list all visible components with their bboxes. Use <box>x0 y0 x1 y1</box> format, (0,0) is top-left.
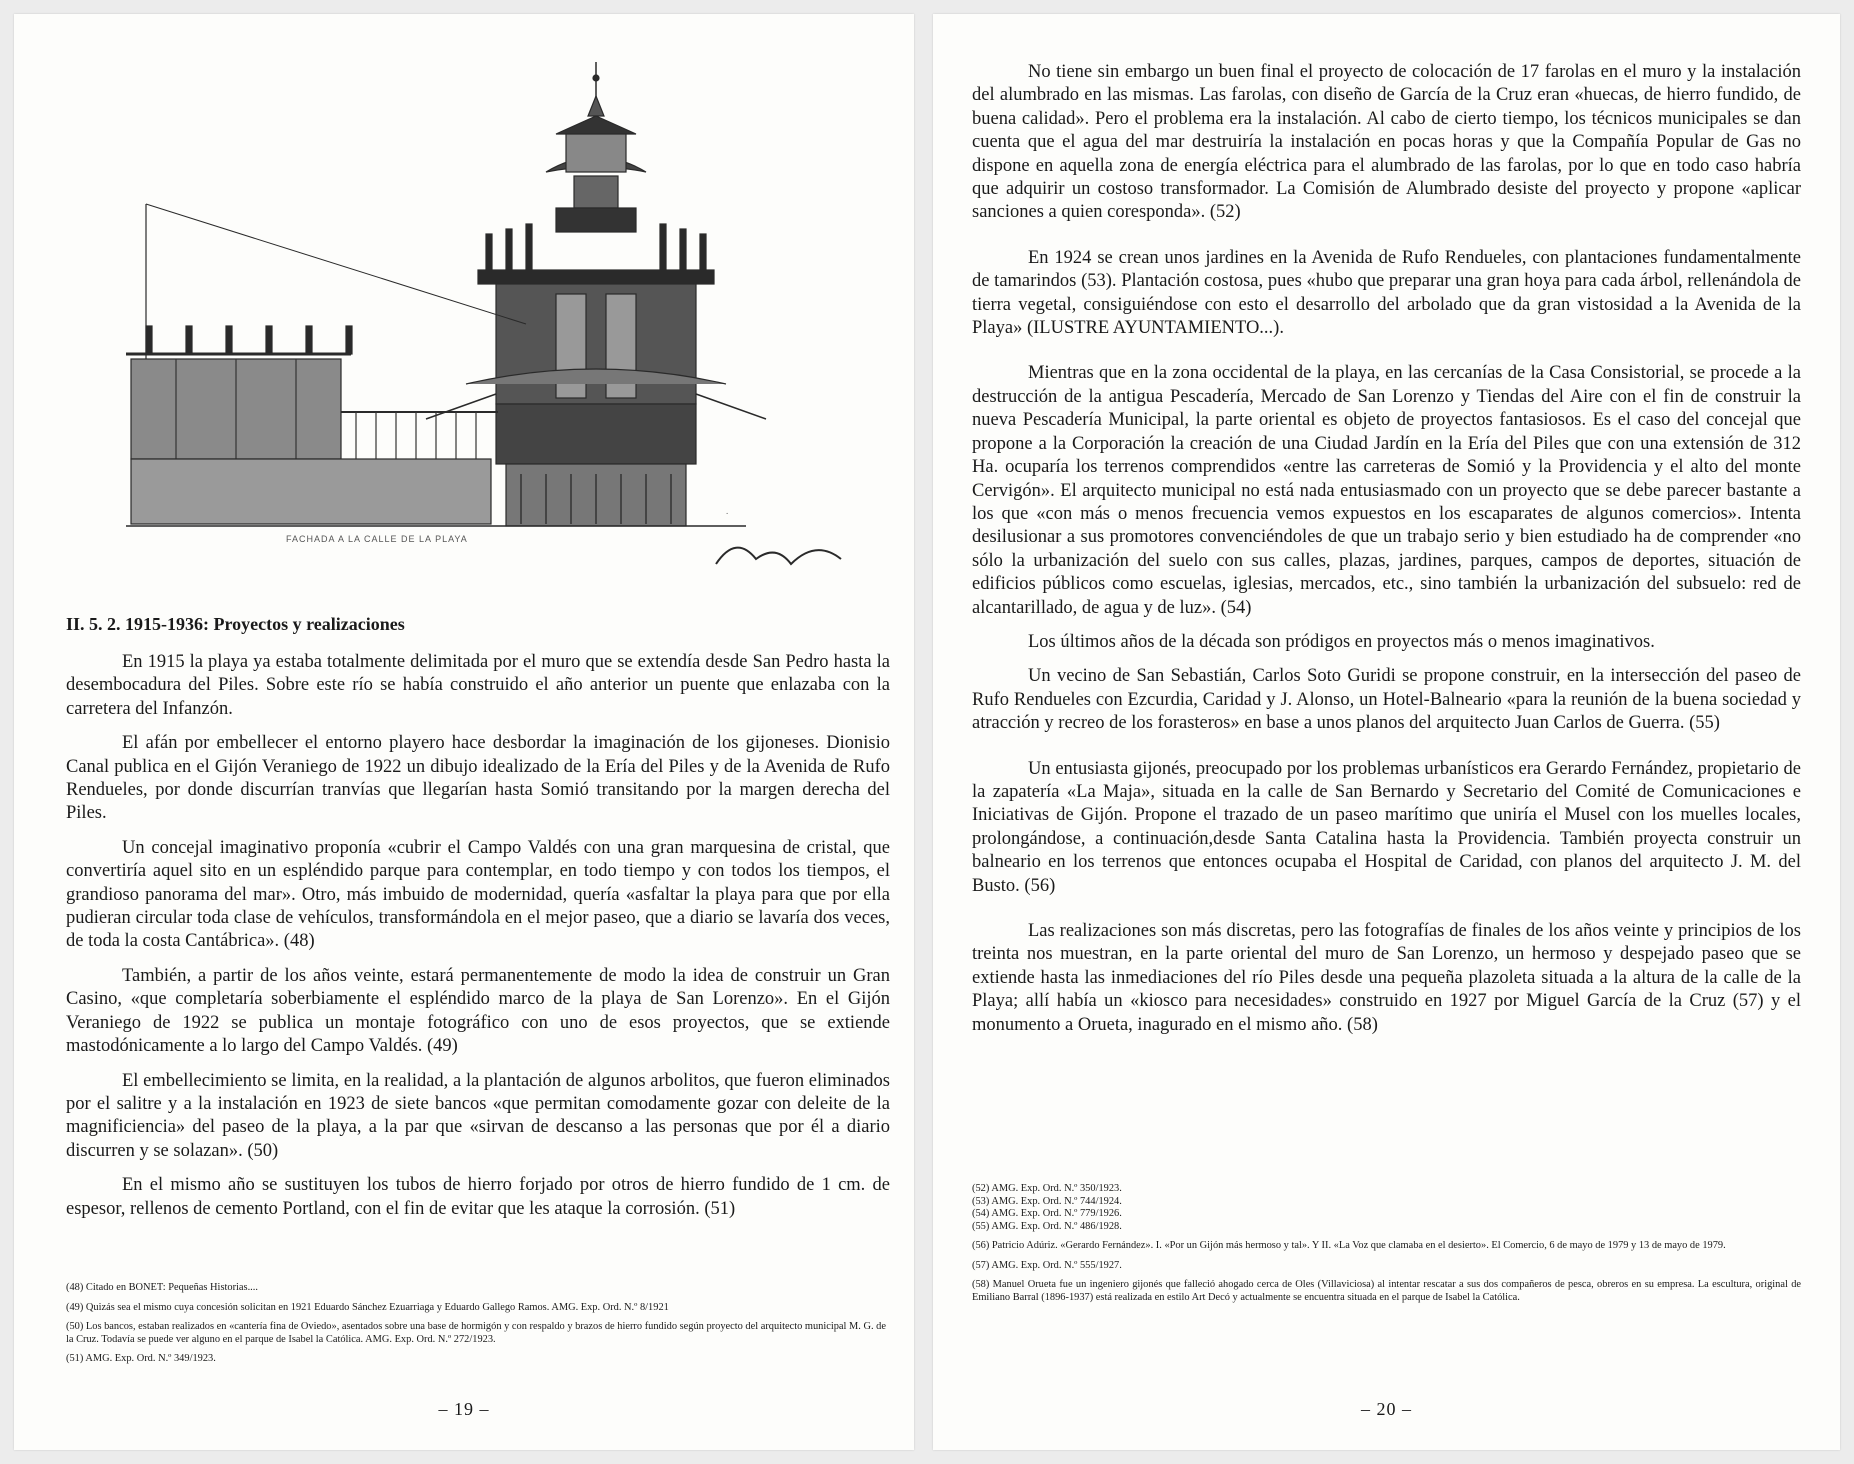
paragraph: Los últimos años de la década son pródigos en proyectos más o menos imaginativos. <box>1028 631 1655 652</box>
right-footnotes <box>972 1183 1801 1311</box>
paragraph: Las realizaciones son más discretas, pero las fotografías de finales de los años veinte y principios de los treinta nos muestran, en la parte oriental del muro de San Lorenzo, un hermoso y despejado paseo que se extiende hasta las inmediaciones del río Piles desde una pequeña plazoleta situada a la altura de la calle de la Playa; allí había un «kiosco para necesidades» construido en 1927 por Miguel García de la Cruz (57) y el monumento a Orueta, inagurado en el mismo año. (58) <box>972 921 1801 1035</box>
paragraph: También, a partir de los años veinte, estará permanentemente de modo la idea de construir un Gran Casino, «que completaría soberbiamente el espléndido marco de la playa de San Lorenzo». En el Gijón Veraniego de 1922 se publica un montaje fotográfico con uno de esos proyectos, que se extiende mastodónicamente a lo largo del Campo Valdés. (49) <box>66 965 890 1057</box>
paragraph: En el mismo año se sustituyen los tubos de hierro forjado por otros de hierro fundido de 1 cm. de espesor, rellenos de cemento Portland, con el fin de evitar que les ataque la corrosión. (51) <box>66 1175 890 1219</box>
kiosk-elevation-drawing <box>126 54 846 594</box>
footnote: (52) AMG. Exp. Ord. N.º 350/1923. <box>972 1183 1122 1194</box>
footnote: (54) AMG. Exp. Ord. N.º 779/1926. <box>972 1208 1122 1219</box>
paragraph: En 1924 se crean unos jardines en la Avenida de Rufo Rendueles, con plantaciones fundamentalmente de tamarindos (53). Plantación costosa, pues «hubo que preparar una gran hoya para cada árbol, rellenándola de tierra vegetal, consiguiéndose con esto el desarrollo del arbolado que da gran vistosidad a la Avenida de la Playa» (ILUSTRE AYUNTAMIENTO...). <box>972 247 1801 339</box>
footnote: (55) AMG. Exp. Ord. N.º 486/1928. <box>972 1220 1122 1232</box>
left-footnotes <box>66 1282 886 1373</box>
page-number: – 19 – <box>438 1399 490 1419</box>
footnote: (48) Citado en BONET: Pequeñas Historias.... <box>66 1282 258 1293</box>
footnote: (57) AMG. Exp. Ord. N.º 555/1927. <box>972 1259 1122 1271</box>
footnote: (53) AMG. Exp. Ord. N.º 744/1924. <box>972 1195 1122 1207</box>
footnote: (51) AMG. Exp. Ord. N.º 349/1923. <box>66 1353 216 1364</box>
drawing-caption: FACHADA A LA CALLE DE LA PLAYA <box>286 534 468 544</box>
footnote: (50) Los bancos, estaban realizados en «cantería fina de Oviedo», asentados sobre una base de hormigón y con respaldo y brazos de hierro fundido según proyecto del arquitecto municipal M. G. de la Cruz. Todavía se puede ver alguno en el parque de Isabel la Católica. AMG. Exp. Ord. N.º 272/1923. <box>66 1321 886 1345</box>
paragraph: El afán por embellecer el entorno playero hace desbordar la imaginación de los gijoneses. Dionisio Canal publica en el Gijón Veraniego de 1922 un dibujo idealizado de la Ería del Piles y de la Avenida de Rufo Rendueles, por donde discurrían tranvías que llegarían hasta Somió transitando por la margen derecha del Piles. <box>66 733 890 824</box>
section-title: II. 5. 2. 1915-1936: Proyectos y realizaciones <box>66 614 405 634</box>
paragraph: No tiene sin embargo un buen final el proyecto de colocación de 17 farolas en el muro y la instalación del alumbrado en las mismas. Las farolas, con diseño de García de la Cruz eran «huecas, de hierro fundido, de buena calidad». Pero el problema era la instalación. Al cabo de cierto tiempo, los técnicos municipales se dan cuenta que el agua del mar destruiría la instalación en pocas horas y que la Compañía Popular de Gas no dispone en aquella zona de energía eléctrica para el alumbrado de las farolas, por lo que en todo caso habría que adquirir un costoso transformador. La Comisión de Alumbrado desiste del proyecto y propone «aplicar sanciones a quien coresponda». (52) <box>972 62 1801 223</box>
left-body-text <box>66 651 890 1232</box>
page-19 <box>14 14 914 1450</box>
page-20 <box>933 14 1840 1450</box>
paragraph: Mientras que en la zona occidental de la playa, en las cercanías de la Casa Consistorial, se procede a la destrucción de la antigua Pescadería, Mercado de San Lorenzo y Tiendas del Aire con el fin de construir la nueva Pescadería Municipal, la parte oriental es objeto de proyectos fantasiosos. Es el caso del concejal que propone a la Corporación la creación de una Ciudad Jardín en la Ería del Piles que con una extensión de 312 Ha. ocuparía los terrenos comprendidos «entre las carreteras de Somió y la Providencia y el alto del monte Cervigón». El arquitecto municipal no está nada entusiasmado con un proyecto que se debe parecer bastante a los que «con más o menos frecuencia vemos expuestos en los escaparates de algunos comercios». Intenta desilusionar a sus promotores convenciéndoles de que un trabajo serio y bien estudiado ha de comprender «no sólo la urbanización del suelo con sus calles, plazas, jardines, parques, campos de deportes, situación de edificios públicos como escuelas, iglesias, mercados, etc., sino también la urbanización del subsuelo: red de alcantarillado, de agua y de luz». (54) <box>972 363 1801 618</box>
footnote: (49) Quizás sea el mismo cuya concesión solicitan en 1921 Eduardo Sánchez Ezuarriaga y Eduardo Gallego Ramos. AMG. Exp. Ord. N.º 8/1921 <box>66 1301 669 1313</box>
paragraph: En 1915 la playa ya estaba totalmente delimitada por el muro que se extendía desde San Pedro hasta la desembocadura del Piles. Sobre este río se había construido el año anterior un puente que enlazaba con la carretera del Infanzón. <box>66 652 890 719</box>
paragraph: Un concejal imaginativo proponía «cubrir el Campo Valdés con una gran marquesina de cristal, que convertiría aquel sito en un espléndido parque para contemplar, en todo tiempo y con todos los tiempos, el grandioso panorama del mar». Otro, más imbuido de modernidad, quería «asfaltar la playa para que por ella pudieran circular toda clase de vehículos, transformándola en el mejor paseo, que a diario se lavaría dos veces, de toda la costa Cantábrica». (48) <box>66 837 890 952</box>
page-number: – 20 – <box>1361 1399 1412 1419</box>
right-body-text <box>972 61 1801 1048</box>
paragraph: Un entusiasta gijonés, preocupado por los problemas urbanísticos era Gerardo Fernández, propietario de la zapatería «La Maja», situada en la calle de San Bernardo y Secretario del Comité de Comunicaciones e Iniciativas de Gijón. Propone el trazado de un paseo marítimo que uniría el Musel con los muelles locales, prolongándose, a continuación,desde Santa Catalina hasta la Providencia. También proyecta construir un balneario en los terrenos que entonces ocupaba el Hospital de Caridad, con planos del arquitecto J. M. del Busto. (56) <box>972 758 1801 896</box>
footnote: (58) Manuel Orueta fue un ingeniero gijonés que falleció ahogado cerca de Oles (Villaviciosa) al intentar rescatar a sus dos compañeros de pesca, obreros en su empresa. La escultura, original de Emiliano Barral (1896-1937) está realizada en estilo Art Decó y actualmente se encuentra situada en el parque de Isabel la Católica. <box>972 1279 1801 1303</box>
svg-text:.: . <box>726 506 729 516</box>
paragraph: Un vecino de San Sebastián, Carlos Soto Guridi se propone construir, en la intersección del paseo de Rufo Rendueles con Ezcurdia, Caridad y J. Alonso, un Hotel-Balneario «para la reunión de la buena sociedad y atracción y recreo de los forasteros» en base a unos planos del arquitecto Juan Carlos de Guerra. (55) <box>972 666 1801 734</box>
footnote: (56) Patricio Adúriz. «Gerardo Fernández». I. «Por un Gijón más hermoso y tal». Y II. «La Voz que clamaba en el desierto». El Comercio, 6 de mayo de 1979 y 13 de mayo de 1979. <box>972 1240 1726 1251</box>
paragraph: El embellecimiento se limita, en la realidad, a la plantación de algunos arbolitos, que fueron eliminados por el salitre y a la instalación en 1923 de siete bancos «que permitan comodamente gozar con deleite de la magnificiencia» del paseo de la playa, a la par que «sirvan de descanso a las personas que por él a diario discurren y se solazan». (50) <box>66 1070 890 1161</box>
architectural-drawing-svg <box>126 54 846 594</box>
